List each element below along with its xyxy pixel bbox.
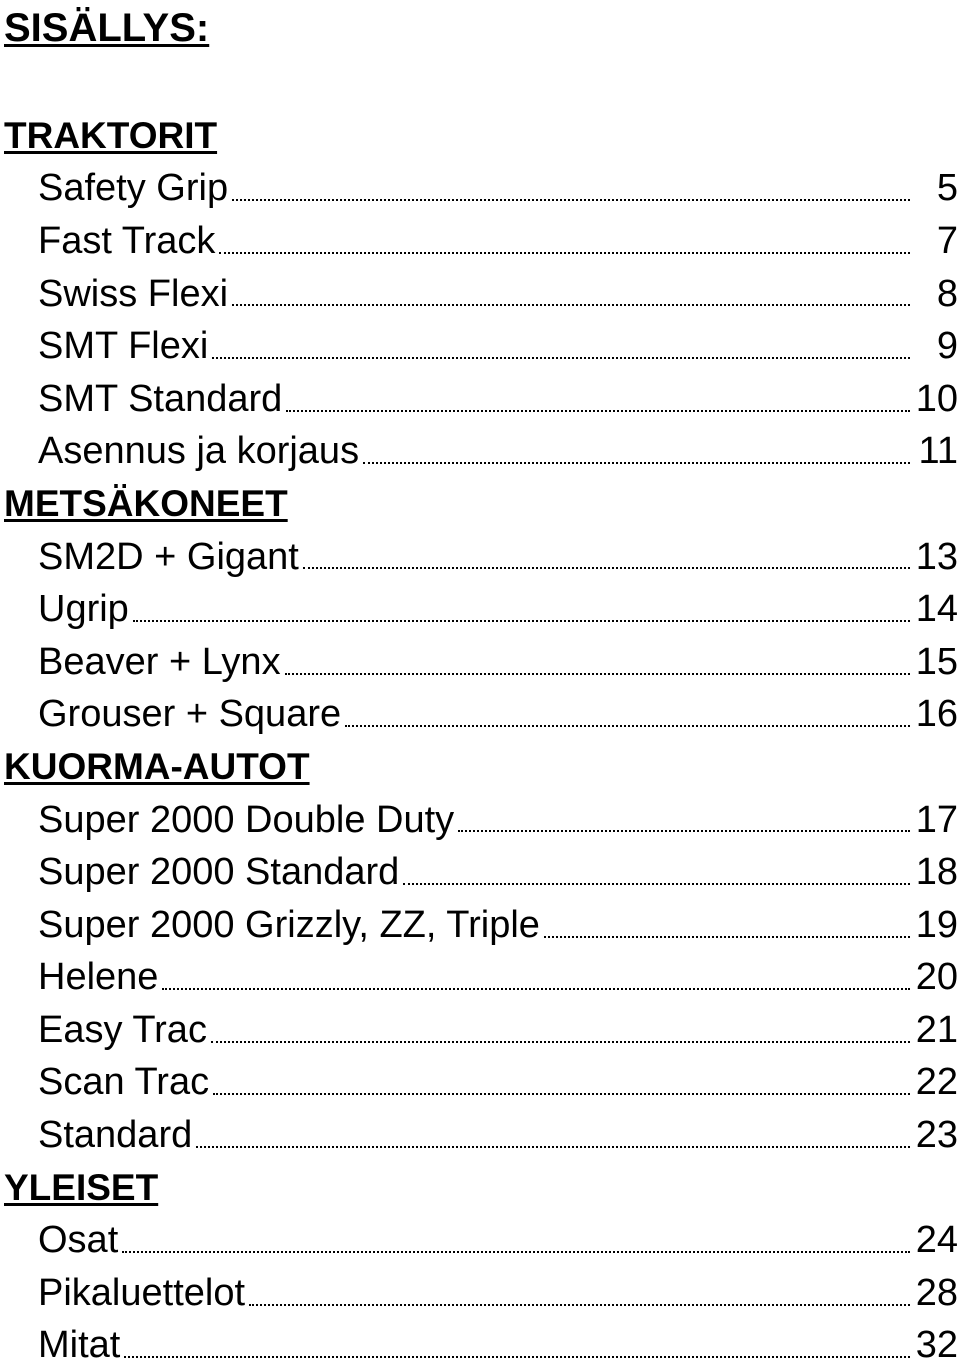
toc-entry-page-number: 23 bbox=[915, 1114, 958, 1157]
toc-entry-page-number: 17 bbox=[915, 798, 958, 841]
toc-entry-label: Helene bbox=[38, 956, 159, 999]
toc-entry-label: Osat bbox=[38, 1219, 119, 1262]
toc-entry[interactable] bbox=[0, 320, 960, 373]
toc-entry[interactable] bbox=[0, 794, 960, 847]
toc-entry-label: Swiss Flexi bbox=[38, 272, 229, 315]
dot-leader bbox=[211, 1041, 910, 1043]
toc-entry[interactable] bbox=[0, 1320, 960, 1372]
page-title: SISÄLLYS: bbox=[4, 6, 210, 50]
toc-entry-page-number: 32 bbox=[915, 1324, 958, 1367]
dot-leader bbox=[345, 725, 910, 727]
toc-entry-page-number: 21 bbox=[915, 1008, 958, 1051]
toc-entry[interactable] bbox=[0, 1109, 960, 1162]
toc-entry-page-number: 14 bbox=[915, 588, 958, 631]
toc-entry-page-number: 22 bbox=[915, 1061, 958, 1104]
toc-entry[interactable] bbox=[0, 163, 960, 216]
toc-entry-label: Easy Trac bbox=[38, 1008, 207, 1051]
toc-entry-label: Asennus ja korjaus bbox=[38, 430, 360, 473]
toc-entry-page-number: 24 bbox=[915, 1219, 958, 1262]
toc-entry-label: Mitat bbox=[38, 1324, 121, 1367]
section-heading: TRAKTORIT bbox=[4, 115, 218, 157]
toc-entry-page-number: 7 bbox=[936, 219, 958, 262]
toc-entry[interactable] bbox=[0, 952, 960, 1005]
toc-entry-page-number: 28 bbox=[915, 1271, 958, 1314]
toc-entry-page-number: 11 bbox=[918, 430, 958, 473]
dot-leader bbox=[122, 1251, 910, 1253]
dot-leader bbox=[232, 199, 910, 201]
dot-leader bbox=[363, 462, 910, 464]
toc-entry-label: Grouser + Square bbox=[38, 693, 342, 736]
toc-entry[interactable] bbox=[0, 1214, 960, 1267]
toc-entry-label: Beaver + Lynx bbox=[38, 640, 281, 683]
toc-entry[interactable] bbox=[0, 1267, 960, 1320]
dot-leader bbox=[124, 1356, 910, 1358]
toc-entry-label: Super 2000 Standard bbox=[38, 851, 400, 894]
toc-entry-label: SMT Standard bbox=[38, 377, 283, 420]
toc-entry-page-number: 10 bbox=[915, 377, 958, 420]
dot-leader bbox=[544, 936, 910, 938]
toc-entry[interactable] bbox=[0, 689, 960, 742]
dot-leader bbox=[286, 410, 910, 412]
dot-leader bbox=[213, 1093, 910, 1095]
toc-entry-label: Super 2000 Grizzly, ZZ, Triple bbox=[38, 903, 540, 946]
toc-entry[interactable] bbox=[0, 1004, 960, 1057]
toc-entry[interactable] bbox=[0, 426, 960, 479]
toc-entry-page-number: 8 bbox=[936, 272, 958, 315]
table-of-contents bbox=[0, 110, 960, 1372]
toc-entry-label: Safety Grip bbox=[38, 167, 229, 210]
dot-leader bbox=[303, 567, 910, 569]
dot-leader bbox=[403, 883, 910, 885]
toc-entry-page-number: 19 bbox=[915, 903, 958, 946]
toc-entry[interactable] bbox=[0, 531, 960, 584]
toc-entry-page-number: 20 bbox=[915, 956, 958, 999]
toc-entry[interactable] bbox=[0, 899, 960, 952]
dot-leader bbox=[458, 830, 910, 832]
toc-entry-page-number: 16 bbox=[915, 693, 958, 736]
section-heading: KUORMA-AUTOT bbox=[4, 746, 310, 788]
toc-entry[interactable] bbox=[0, 268, 960, 321]
toc-entry-page-number: 9 bbox=[936, 325, 958, 368]
dot-leader bbox=[249, 1304, 910, 1306]
toc-entry[interactable] bbox=[0, 583, 960, 636]
dot-leader bbox=[232, 304, 910, 306]
toc-entry[interactable] bbox=[0, 846, 960, 899]
section-heading: METSÄKONEET bbox=[4, 483, 288, 525]
toc-entry-page-number: 15 bbox=[915, 640, 958, 683]
dot-leader bbox=[162, 988, 910, 990]
toc-entry-label: Ugrip bbox=[38, 588, 129, 631]
toc-entry-label: Super 2000 Double Duty bbox=[38, 798, 455, 841]
toc-entry-label: SM2D + Gigant bbox=[38, 535, 299, 578]
section-heading: YLEISET bbox=[4, 1167, 159, 1209]
toc-entry-label: Scan Trac bbox=[38, 1061, 210, 1104]
toc-entry-label: Standard bbox=[38, 1114, 193, 1157]
toc-entry[interactable] bbox=[0, 636, 960, 689]
toc-entry[interactable] bbox=[0, 1057, 960, 1110]
toc-entry-label: Fast Track bbox=[38, 219, 216, 262]
dot-leader bbox=[285, 673, 910, 675]
dot-leader bbox=[212, 357, 910, 359]
toc-entry-label: Pikaluettelot bbox=[38, 1271, 246, 1314]
toc-entry-page-number: 18 bbox=[915, 851, 958, 894]
toc-entry[interactable] bbox=[0, 373, 960, 426]
toc-entry-page-number: 5 bbox=[936, 167, 958, 210]
dot-leader bbox=[219, 252, 910, 254]
toc-entry[interactable] bbox=[0, 215, 960, 268]
toc-entry-label: SMT Flexi bbox=[38, 325, 209, 368]
dot-leader bbox=[196, 1146, 910, 1148]
dot-leader bbox=[133, 620, 910, 622]
toc-entry-page-number: 13 bbox=[915, 535, 958, 578]
